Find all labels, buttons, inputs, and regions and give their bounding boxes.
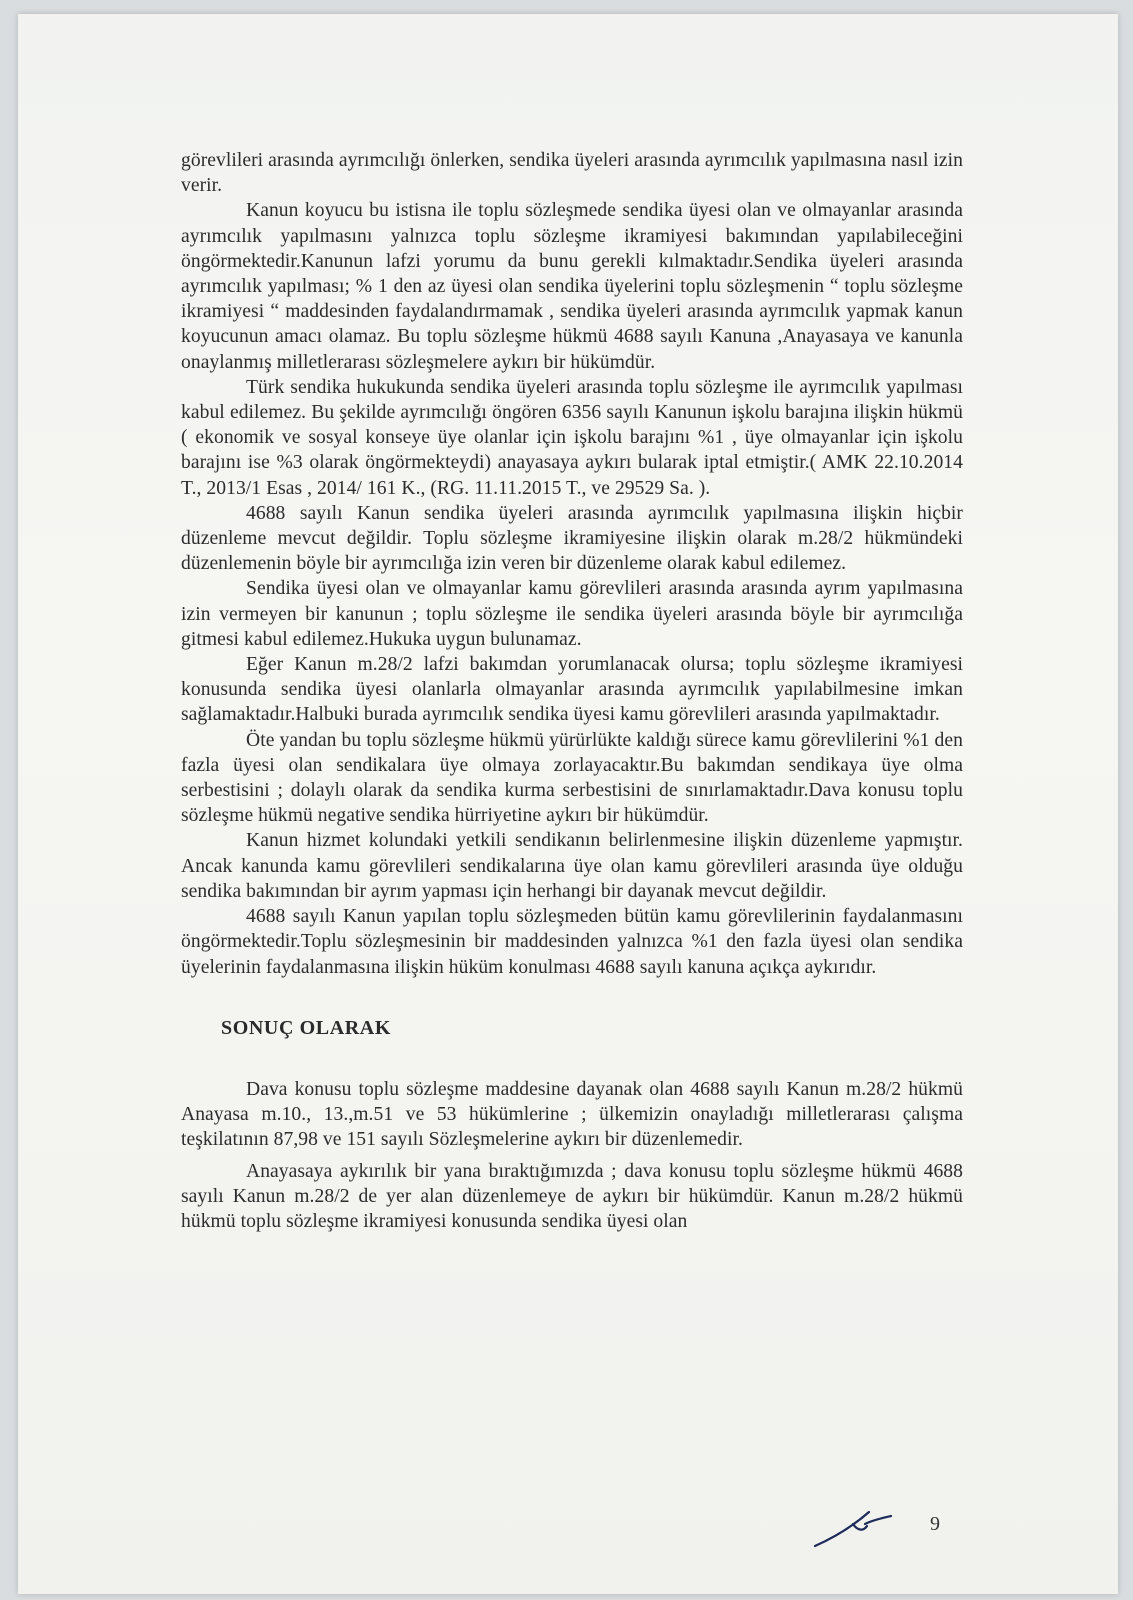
paragraph-continuation: görevlileri arasında ayrımcılığı önlerken, sendika üyeleri arasında ayrımcılık yapılmasına nasıl izin verir. <box>181 150 963 197</box>
paragraph-legislator-exception: Kanun koyucu bu istisna ile toplu sözleşmede sendika üyesi olan ve olmayanlar arasında ayrımcılık yapılmasını yalnızca toplu sözleşme ikramiyesi bakımından yapılabileceğini öngörmektedir.Kanunun lafzi yorumu da bunu gerekli kılmaktadır.Sendika üyeleri arasında ayrımcılık yapılması; % 1 den az üyesi olan sendika üyelerini toplu sözleşmenin “ toplu sözleşme ikramiyesi “ maddesinden faydalandırmamak , sendika üyeleri arasında ayrımcılık yapmak kanun koyucunun amacı olamaz. Bu toplu sözleşme hükmü 4688 sayılı Kanuna ,Anayasaya ve kanunla onaylanmış milletlerarası sözleşmelere aykırı bir hükümdür. <box>181 200 963 373</box>
paragraph-authorized-union: Kanun hizmet kolundaki yetkili sendikanın belirlenmesine ilişkin düzenleme yapmıştır. Ancak kanunda kamu görevlileri sendikalarına üye olan kamu görevlileri arasında üye olduğu sendika bakımından bir ayrım yapması için herhangi bir dayanak mevcut değildir. <box>181 830 963 902</box>
body-text <box>181 148 963 1234</box>
paragraph-law-4688: 4688 sayılı Kanun sendika üyeleri arasında ayrımcılık yapılmasına ilişkin hiçbir düzenleme mevcut değildir. Toplu sözleşme ikramiyesine ilişkin olarak m.28/2 hükmündeki düzenlemenin böyle bir ayrımcılığa izin veren bir düzenleme olarak kabul edilemez. <box>181 502 963 575</box>
paragraph-article-28-2: Eğer Kanun m.28/2 lafzi bakımdan yorumlanacak olursa; toplu sözleşme ikramiyesi konusunda sendika üyesi olanlarla olmayanlar arasında ayrımcılık yapılabilmesine imkan sağlamaktadır.Halbuki burada ayrımcılık sendika üyesi kamu görevlileri arasında yapılmaktadır. <box>181 654 963 726</box>
page-number: 9 <box>930 1513 940 1535</box>
paragraph-union-freedom: Öte yandan bu toplu sözleşme hükmü yürürlükte kaldığı sürece kamu görevlilerini %1 den fazla üyesi olan sendikalara üye olmaya zorlayacaktır.Bu bakımdan sendikaya üye olma serbestisini ; dolaylı olarak da sendika kurma serbestisini de sınırlamaktadır.Dava konusu toplu sözleşme hükmü negative sendika hürriyetine aykırı bir hükümdür. <box>181 729 963 827</box>
paragraph-all-public-servants: 4688 sayılı Kanun yapılan toplu sözleşmeden bütün kamu görevlilerinin faydalanmasını öngörmektedir.Toplu sözleşmesinin bir maddesinden yalnızca %1 den fazla üyesi olan sendika üyelerinin faydalanmasına ilişkin hüküm konulması 4688 sayılı kanuna açıkça aykırıdır. <box>181 906 963 978</box>
paragraph-conclusion-law: Anayasaya aykırılık bir yana bıraktığımızda ; dava konusu toplu sözleşme hükmü 4688 sayılı Kanun m.28/2 de yer alan düzenlemeye de aykırı bir hükümdür. Kanun m.28/2 hükmü hükmü toplu sözleşme ikramiyesi konusunda sendika üyesi olan <box>181 1160 963 1232</box>
document-page <box>18 14 1118 1594</box>
paragraph-members-nonmembers: Sendika üyesi olan ve olmayanlar kamu görevlileri arasında arasında ayrım yapılmasına izin vermeyen bir kanunun ; toplu sözleşme ile sendika üyeleri arasında böyle bir ayrımcılığa gitmesi kabul edilemez.Hukuka uygun bulunamaz. <box>181 578 963 650</box>
paragraph-turkish-union-law: Türk sendika hukukunda sendika üyeleri arasında toplu sözleşme ile ayrımcılık yapılması kabul edilemez. Bu şekilde ayrımcılığı öngören 6356 sayılı Kanunun işkolu barajına ilişkin hükmü ( ekonomik ve sosyal konseye üye olanlar için işkolu barajını %1 , üye olmayanlar için işkolu barajını ise %3 olarak öngörmekteydi) anayasaya aykırı bularak iptal etmiştir.( AMK 22.10.2014 T., 2013/1 Esas , 2014/ 161 K., (RG. 11.11.2015 T., ve 29529 Sa. ). <box>181 376 963 499</box>
section-heading-conclusion: SONUÇ OLARAK <box>221 1016 391 1039</box>
signature-icon <box>813 1502 893 1552</box>
paragraph-conclusion-constitution: Dava konusu toplu sözleşme maddesine dayanak olan 4688 sayılı Kanun m.28/2 hükmü Anayasa m.10., 13.,m.51 ve 53 hükümlerine ; ülkemizin onayladığı milletlerarası çalışma teşkilatının 87,98 ve 151 sayılı Sözleşmelerine aykırı bir düzenlemedir. <box>181 1078 963 1151</box>
